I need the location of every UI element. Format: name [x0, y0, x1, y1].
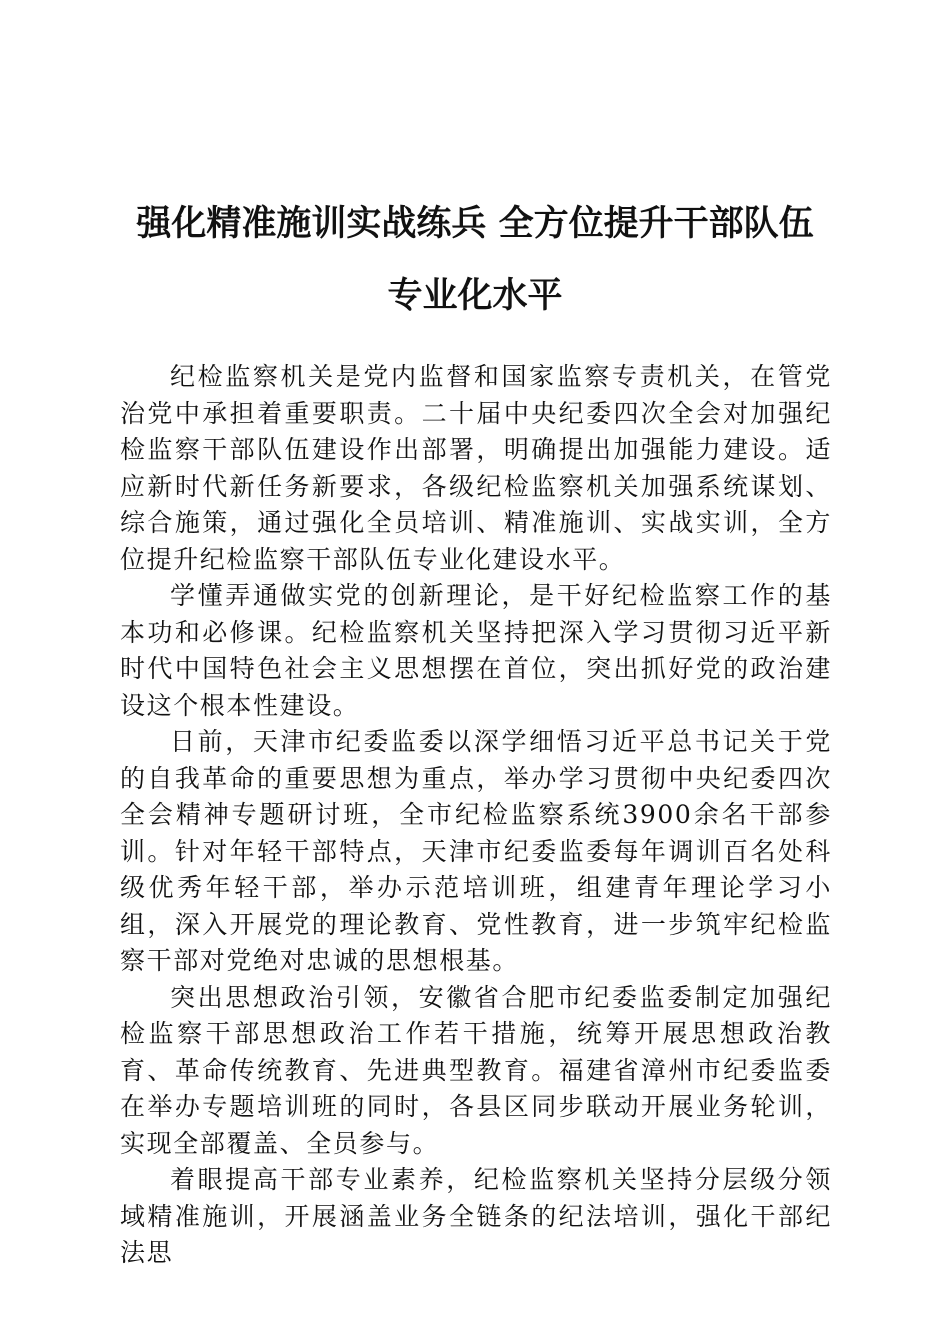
paragraph-2: 学懂弄通做实党的创新理论，是干好纪检监察工作的基本功和必修课。纪检监察机关坚持把深入学习贯彻习近平新时代中国特色社会主义思想摆在首位，突出抓好党的政治建设这个根本性建设。 [120, 581, 832, 720]
document-body [120, 359, 832, 1272]
document-title-line-1: 强化精准施训实战练兵 全方位提升干部队伍 [136, 204, 814, 244]
paragraph-3: 日前，天津市纪委监委以深学细悟习近平总书记关于党的自我革命的重要思想为重点，举办学习贯彻中央纪委四次全会精神专题研讨班，全市纪检监察系统3900余名干部参训。针对年轻干部特点，天津市纪委监委每年调训百名处科级优秀年轻干部，举办示范培训班，组建青年理论学习小组，深入开展党的理论教育、党性教育，进一步筑牢纪检监察干部对党绝对忠诚的思想根基。 [120, 727, 832, 975]
paragraph-1: 纪检监察机关是党内监督和国家监察专责机关，在管党治党中承担着重要职责。二十届中央纪委四次全会对加强纪检监察干部队伍建设作出部署，明确提出加强能力建设。适应新时代新任务新要求，各级纪检监察机关加强系统谋划、综合施策，通过强化全员培训、精准施训、实战实训，全方位提升纪检监察干部队伍专业化建设水平。 [120, 362, 832, 574]
paragraph-5: 着眼提高干部专业素养，纪检监察机关坚持分层级分领域精准施训，开展涵盖业务全链条的纪法培训，强化干部纪法思 [120, 1165, 832, 1267]
paragraph-4: 突出思想政治引领，安徽省合肥市纪委监委制定加强纪检监察干部思想政治工作若干措施，统筹开展思想政治教育、革命传统教育、先进典型教育。福建省漳州市纪委监委在举办专题培训班的同时，各县区同步联动开展业务轮训，实现全部覆盖、全员参与。 [120, 982, 832, 1158]
document-title-line-2: 专业化水平 [387, 276, 563, 316]
